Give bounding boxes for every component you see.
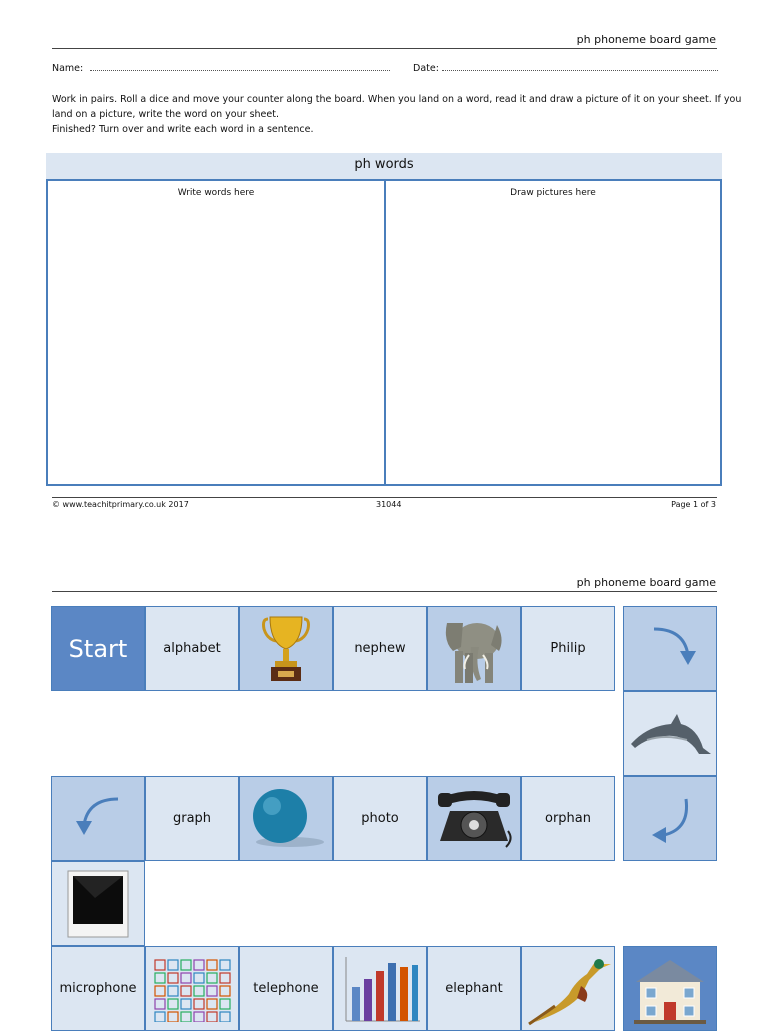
board-square-picture[interactable] xyxy=(239,776,333,861)
page2-header-rule xyxy=(52,591,717,592)
table-title: ph words xyxy=(46,153,722,179)
footer-rule xyxy=(52,497,717,498)
board-square-picture[interactable] xyxy=(427,606,521,691)
word-label: elephant xyxy=(445,981,503,996)
curved-arrow-left-icon xyxy=(640,789,700,849)
board-square-arrow[interactable] xyxy=(623,606,717,691)
date-dotted-line[interactable] xyxy=(442,62,718,71)
instructions xyxy=(52,92,742,137)
house-icon xyxy=(630,954,710,1024)
date-field xyxy=(413,62,718,74)
draw-pictures-column[interactable] xyxy=(386,181,720,484)
pheasant-icon xyxy=(525,952,611,1026)
board-square-picture[interactable] xyxy=(623,946,717,1031)
name-dotted-line[interactable] xyxy=(90,62,390,71)
board-square-picture[interactable] xyxy=(623,691,717,776)
board-square-picture[interactable] xyxy=(427,776,521,861)
board-square-word[interactable] xyxy=(521,606,615,691)
write-words-heading: Write words here xyxy=(177,188,255,198)
curved-arrow-down-icon xyxy=(68,789,128,849)
curved-arrow-down-icon xyxy=(640,619,700,679)
word-table xyxy=(46,179,722,486)
word-label: alphabet xyxy=(163,641,221,656)
trophy-icon xyxy=(260,613,312,685)
page-header-title: ph phoneme board game xyxy=(576,33,716,46)
word-label: telephone xyxy=(253,981,319,996)
word-label: graph xyxy=(172,811,212,826)
word-label: microphone xyxy=(59,981,137,996)
date-label: Date: xyxy=(413,63,439,74)
board-square-word[interactable] xyxy=(239,946,333,1031)
word-label: Philip xyxy=(550,641,586,656)
dolphin-icon xyxy=(627,704,713,764)
board-square-word[interactable] xyxy=(333,776,427,861)
footer-copyright: © www.teachitprimary.co.uk 2017 xyxy=(52,500,189,509)
name-label: Name: xyxy=(52,63,84,74)
board-square-picture[interactable] xyxy=(239,606,333,691)
instruction-line: Finished? Turn over and write each word in a sentence. xyxy=(52,124,314,135)
start-label: Start xyxy=(68,634,128,663)
name-field xyxy=(52,62,390,74)
instruction-line: land on a picture, write the word on your sheet. xyxy=(52,109,279,120)
start-square[interactable] xyxy=(51,606,145,691)
board-square-picture[interactable] xyxy=(145,946,239,1031)
board-square-word[interactable] xyxy=(51,946,145,1031)
photograph-icon xyxy=(65,868,131,940)
board-square-word[interactable] xyxy=(427,946,521,1031)
footer-code: 31044 xyxy=(376,500,402,509)
elephant-icon xyxy=(441,611,507,687)
board-square-word[interactable] xyxy=(145,776,239,861)
board-square-arrow[interactable] xyxy=(623,776,717,861)
board-square-word[interactable] xyxy=(521,776,615,861)
board-square-word[interactable] xyxy=(145,606,239,691)
footer-page: Page 1 of 3 xyxy=(671,500,716,509)
board-square-picture[interactable] xyxy=(521,946,615,1031)
word-label: nephew xyxy=(354,641,406,656)
board-square-picture[interactable] xyxy=(51,861,145,946)
alphabet-blocks-icon xyxy=(149,956,235,1022)
board-square-word[interactable] xyxy=(333,606,427,691)
page2-header-title: ph phoneme board game xyxy=(576,576,716,589)
instruction-line: Work in pairs. Roll a dice and move your counter along the board. When you land on a word, read it and draw a picture of it on your sheet. If you xyxy=(52,94,742,105)
word-label: photo xyxy=(361,811,399,826)
bar-graph-icon xyxy=(338,953,422,1025)
write-words-column[interactable] xyxy=(48,181,386,484)
board-square-arrow[interactable] xyxy=(51,776,145,861)
draw-pictures-heading: Draw pictures here xyxy=(510,188,596,198)
header-rule xyxy=(52,48,717,49)
telephone-icon xyxy=(434,787,514,851)
sphere-icon xyxy=(246,786,326,852)
board-square-picture[interactable] xyxy=(333,946,427,1031)
word-label: orphan xyxy=(545,811,591,826)
